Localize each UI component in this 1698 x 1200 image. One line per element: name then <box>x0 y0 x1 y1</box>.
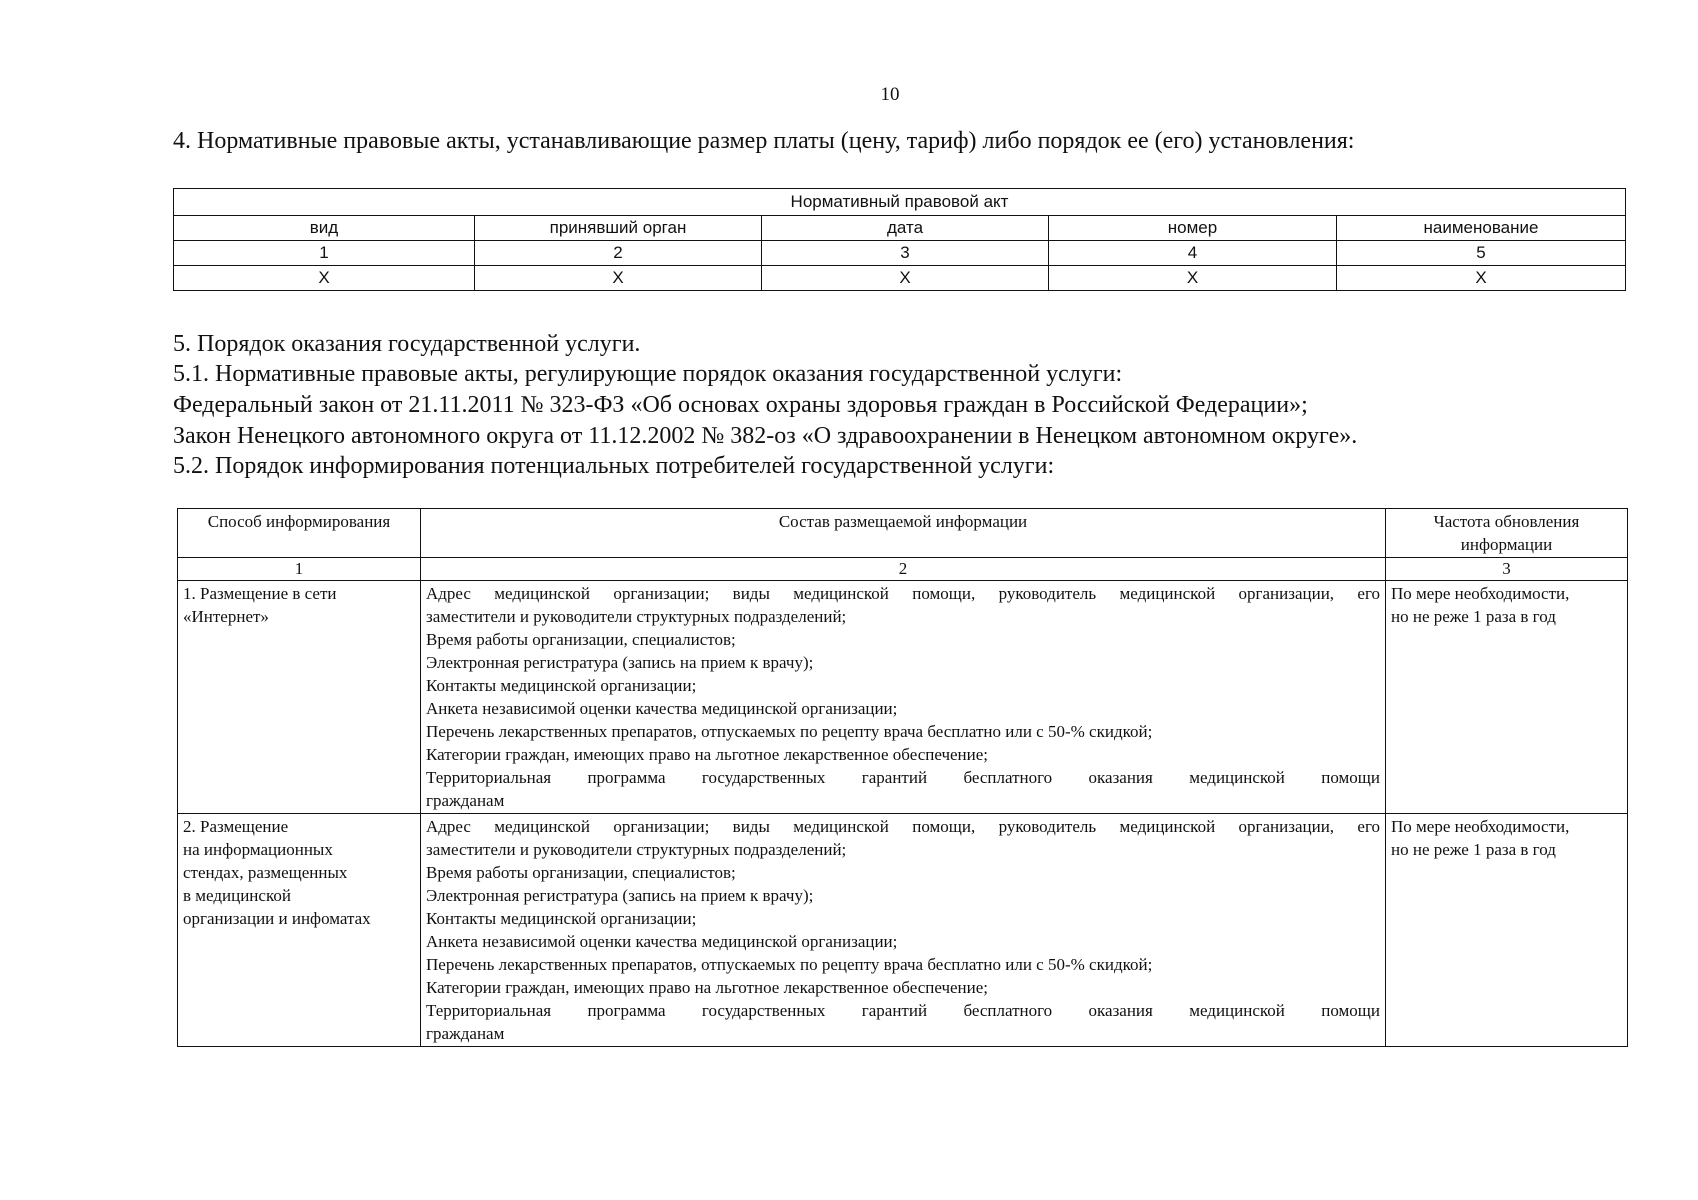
fee-acts-table <box>173 188 1626 291</box>
col-number: 3 <box>1386 558 1628 581</box>
method-cell <box>178 581 421 814</box>
col-header-name: наименование <box>1337 216 1626 241</box>
content-line: Категории граждан, имеющих право на льготное лекарственное обеспечение; <box>426 978 989 997</box>
content-line: гражданам <box>426 1024 505 1043</box>
method-line: 2. Размещение <box>183 817 289 836</box>
frequency-line: но не реже 1 раза в год <box>1391 840 1556 859</box>
method-line: на информационных <box>183 840 333 859</box>
section-5-2-heading: 5.2. Порядок информирования потенциальных потребителей государственной услуги: <box>173 453 1055 479</box>
content-line: заместители и руководители структурных подразделений; <box>426 607 847 626</box>
method-line: организации и инфоматах <box>183 909 371 928</box>
col-header-number: номер <box>1049 216 1337 241</box>
content-line: Анкета независимой оценки качества медицинской организации; <box>426 699 898 718</box>
col-header-method: Способ информирования <box>178 509 421 558</box>
content-line: Контакты медицинской организации; <box>426 676 697 695</box>
regional-law: Закон Ненецкого автономного округа от 11.12.2002 № 382-оз «О здравоохранении в Ненецком автономном округе». <box>173 423 1358 449</box>
col-number: 1 <box>174 241 475 266</box>
frequency-cell <box>1386 581 1628 814</box>
table-header-row <box>174 216 1626 241</box>
section-4-heading: 4. Нормативные правовые акты, устанавливающие размер платы (цену, тариф) либо порядок ее (его) установления: <box>173 128 1355 154</box>
content-line: Электронная регистратура (запись на прием к врачу); <box>426 886 814 905</box>
col-header-content: Состав размещаемой информации <box>421 509 1386 558</box>
frequency-line: но не реже 1 раза в год <box>1391 607 1556 626</box>
col-number: 1 <box>178 558 421 581</box>
table-header-row <box>178 509 1628 558</box>
method-line: стендах, размещенных <box>183 863 348 882</box>
col-number: 3 <box>762 241 1049 266</box>
col-header-type: вид <box>174 216 475 241</box>
method-line: в медицинской <box>183 886 291 905</box>
page-number: 10 <box>880 84 900 105</box>
content-line: Электронная регистратура (запись на прием к врачу); <box>426 653 814 672</box>
table-cell: Х <box>475 266 762 291</box>
col-header-authority: принявший орган <box>475 216 762 241</box>
content-line: Адрес медицинской организации; виды медицинской помощи, руководитель медицинской организации, его <box>426 584 1380 603</box>
content-line: Время работы организации, специалистов; <box>426 630 736 649</box>
table-row <box>174 266 1626 291</box>
method-cell <box>178 814 421 1047</box>
col-header-date: дата <box>762 216 1049 241</box>
table-row <box>178 814 1628 1047</box>
content-line: Контакты медицинской организации; <box>426 909 697 928</box>
table-cell: Х <box>762 266 1049 291</box>
content-line: заместители и руководители структурных подразделений; <box>426 840 847 859</box>
federal-law: Федеральный закон от 21.11.2011 № 323-ФЗ «Об основах охраны здоровья граждан в Российской Федерации»; <box>173 392 1308 418</box>
column-number-row <box>174 241 1626 266</box>
col-header-frequency: Частота обновления информации <box>1386 509 1628 558</box>
content-cell <box>421 581 1386 814</box>
table-group-header: Нормативный правовой акт <box>174 189 1626 216</box>
frequency-line: По мере необходимости, <box>1391 584 1570 603</box>
col-number: 2 <box>421 558 1386 581</box>
col-number: 4 <box>1049 241 1337 266</box>
content-line: Анкета независимой оценки качества медицинской организации; <box>426 932 898 951</box>
content-line: гражданам <box>426 791 505 810</box>
col-number: 2 <box>475 241 762 266</box>
table-row <box>178 581 1628 814</box>
content-line: Территориальная программа государственных гарантий бесплатного оказания медицинской помощи <box>426 1001 1380 1020</box>
section-5-1-heading: 5.1. Нормативные правовые акты, регулирующие порядок оказания государственной услуги: <box>173 361 1123 387</box>
content-line: Адрес медицинской организации; виды медицинской помощи, руководитель медицинской организации, его <box>426 817 1380 836</box>
content-line: Перечень лекарственных препаратов, отпускаемых по рецепту врача бесплатно или с 50-% скидкой; <box>426 722 1153 741</box>
table-cell: Х <box>1337 266 1626 291</box>
table-cell: Х <box>174 266 475 291</box>
table-cell: Х <box>1049 266 1337 291</box>
informing-table <box>177 508 1628 1047</box>
method-line: «Интернет» <box>183 607 269 626</box>
column-number-row <box>178 558 1628 581</box>
frequency-line: По мере необходимости, <box>1391 817 1570 836</box>
method-line: 1. Размещение в сети <box>183 584 337 603</box>
content-line: Территориальная программа государственных гарантий бесплатного оказания медицинской помощи <box>426 768 1380 787</box>
frequency-cell <box>1386 814 1628 1047</box>
col-number: 5 <box>1337 241 1626 266</box>
content-cell <box>421 814 1386 1047</box>
section-5-heading: 5. Порядок оказания государственной услуги. <box>173 331 641 357</box>
content-line: Категории граждан, имеющих право на льготное лекарственное обеспечение; <box>426 745 989 764</box>
content-line: Время работы организации, специалистов; <box>426 863 736 882</box>
content-line: Перечень лекарственных препаратов, отпускаемых по рецепту врача бесплатно или с 50-% скидкой; <box>426 955 1153 974</box>
